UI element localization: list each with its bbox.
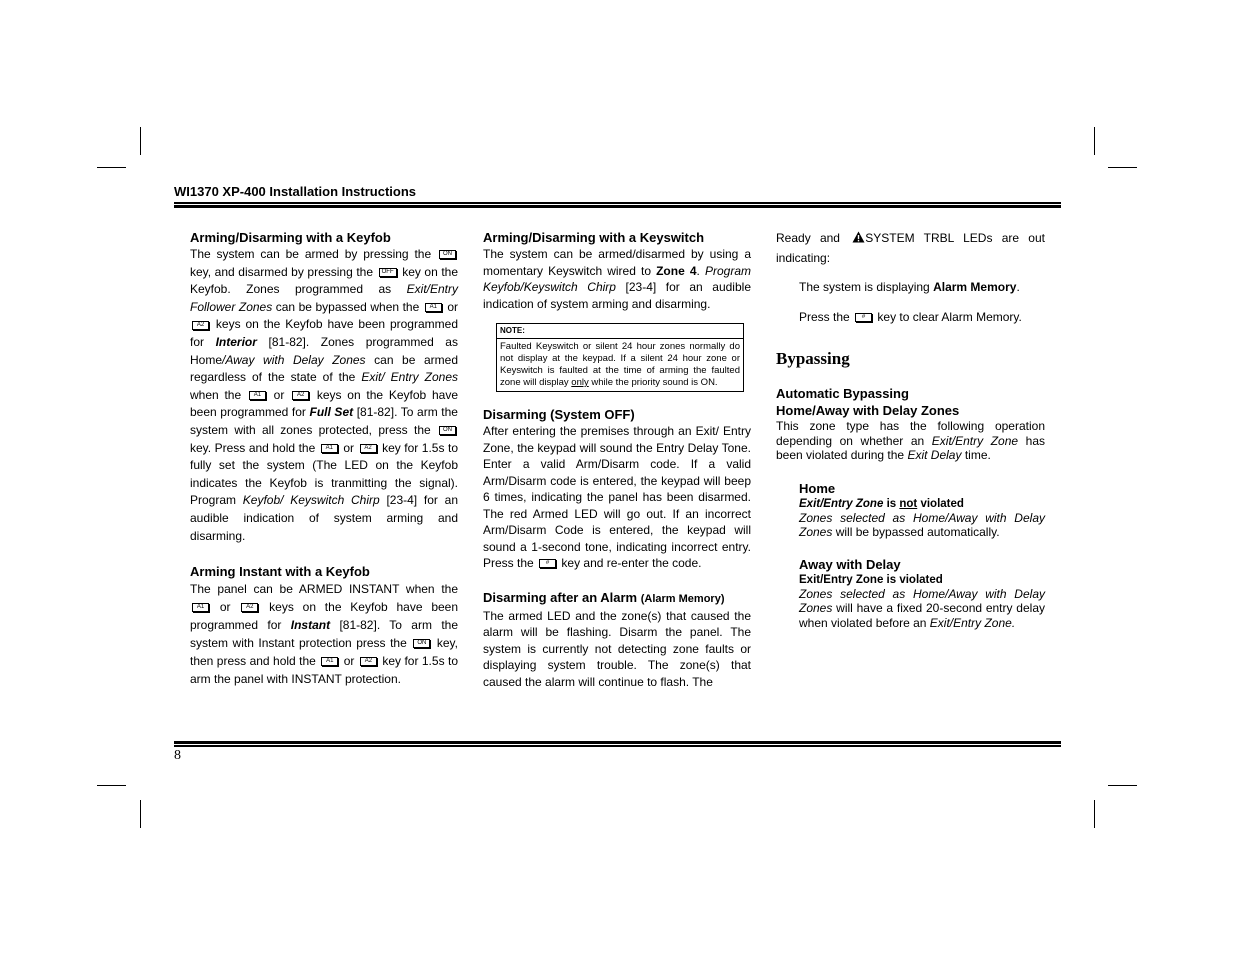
crop-mark <box>1094 800 1095 828</box>
auto-bypass-heading: Automatic Bypassing <box>776 386 909 401</box>
away-heading: Away with Delay <box>799 556 901 572</box>
keyfob-heading: Arming/Disarming with a Keyfob <box>190 230 391 245</box>
column-3 <box>776 228 1045 630</box>
bypassing-heading: Bypassing <box>776 349 850 368</box>
crop-mark <box>140 127 141 155</box>
auto-bypass-paragraph: This zone type has the following operation depending on whether an Exit/Entry Zone has been violated during the Exit Delay time. <box>776 419 1046 462</box>
hash-key-icon: # <box>539 559 556 568</box>
note-box <box>496 323 744 392</box>
home-subheading: Exit/Entry Zone is not violated <box>799 497 964 510</box>
a2-key-icon: A2 <box>360 657 377 666</box>
hash-key-icon: # <box>855 313 872 322</box>
home-heading: Home <box>799 480 836 496</box>
column-1 <box>190 229 458 688</box>
keyswitch-paragraph: The system can be armed/disarmed by using a momentary Keyswitch wired to Zone 4. Program Keyfob/Keyswitch Chirp [23-4] for an audible indication of system arming and disarming. <box>483 247 751 311</box>
a2-key-icon: A2 <box>241 603 258 612</box>
crop-mark <box>1094 127 1095 155</box>
keyfob-paragraph: The system can be armed by pressing the ON key, and disarmed by pressing the OFF key on the Keyfob. Zones programmed as Exit/Entry Follower Zones can be bypassed when the A1 or A2 keys on the Keyfob have been programmed for Interior [81-82]. Zones programmed as Home/Away with Delay Zones can be armed regardless of the state of the Exit/ Entry Zones when the A1 or A2 keys on the Keyfob have been programmed for Full Set [81-82]. To arm the system with all zones protected, press the ON key. Press and hold the A1 or A2 key for 1.5s to fully set the system (The LED on the Keyfob indicates the Keyfob is tranmitting the signal). Program Keyfob/ Keyswitch Chirp [23-4] for an audible indication of system arming and disarming. <box>190 247 459 543</box>
crop-mark <box>1108 785 1137 786</box>
instant-heading: Arming Instant with a Keyfob <box>190 564 370 580</box>
a1-key-icon: A1 <box>249 391 266 400</box>
footer-rule <box>174 745 1061 747</box>
led-paragraph: Ready and SYSTEM TRBL LEDs are out indicating: <box>776 231 1045 265</box>
disarm-paragraph: After entering the premises through an Exit/ Entry Zone, the keypad will sound the Entry Delay Tone. Enter a valid Arm/Disarm code. If a valid Arm/Disarm code is entered, the keypad will beep 6 times, indicating the panel has been disarmed. The red Armed LED will go out. If an incorrect Arm/Disarm Code is entered, the keypad will sound a 1-second tone, indicating incorrect entry. Press the # key and re-enter the code. <box>483 424 751 570</box>
away-body: Zones selected as Home/Away with Delay Zones will have a fixed 20-second entry delay when violated before an Exit/Entry Zone. <box>799 586 1045 630</box>
home-section <box>799 480 1045 540</box>
alarm-memory-display: The system is displaying Alarm Memory. <box>799 280 1020 294</box>
on-key-icon: ON <box>439 250 456 259</box>
keyswitch-heading: Arming/Disarming with a Keyswitch <box>483 230 705 245</box>
a2-key-icon: A2 <box>360 444 377 453</box>
header-rule <box>174 202 1061 204</box>
alarm-memory-paragraph: The armed LED and the zone(s) that caused the alarm will be flashing. Disarm the panel. The system is currently not detecting zone faults or displaying system trouble. The zone(s) that caused the alarm will continue to flash. The <box>483 608 751 689</box>
crop-mark <box>1108 167 1137 168</box>
a1-key-icon: A1 <box>192 603 209 612</box>
crop-mark <box>97 167 126 168</box>
a1-key-icon: A1 <box>321 444 338 453</box>
a1-key-icon: A1 <box>425 303 442 312</box>
footer-rule <box>174 741 1061 744</box>
warning-triangle-icon <box>852 231 865 243</box>
crop-mark <box>97 785 126 786</box>
away-subheading: Exit/Entry Zone is violated <box>799 573 943 586</box>
a2-key-icon: A2 <box>292 391 309 400</box>
on-key-icon: ON <box>439 426 456 435</box>
disarm-heading: Disarming (System OFF) <box>483 407 635 422</box>
on-key-icon: ON <box>413 639 430 648</box>
header-rule <box>174 205 1061 208</box>
off-key-icon: OFF <box>379 268 397 277</box>
column-2 <box>483 229 751 690</box>
alarm-memory-heading: Disarming after an Alarm (Alarm Memory) <box>483 589 725 605</box>
a1-key-icon: A1 <box>321 657 338 666</box>
page-header-title: WI1370 XP-400 Installation Instructions <box>174 184 417 199</box>
home-away-delay-heading: Home/Away with Delay Zones <box>776 403 960 418</box>
a2-key-icon: A2 <box>192 321 209 330</box>
instant-paragraph: The panel can be ARMED INSTANT when the A1 or A2 keys on the Keyfob have been programmed for Instant [81-82]. To arm the system with Instant protection press the ON key, then press and hold the A1 or A2 key for 1.5s to arm the panel with INSTANT protection. <box>190 582 459 687</box>
home-body: Zones selected as Home/Away with Delay Zones will be bypassed automatically. <box>799 510 1045 539</box>
crop-mark <box>140 800 141 828</box>
page-number: 8 <box>174 748 181 763</box>
note-label: NOTE: <box>497 324 743 339</box>
clear-memory-instruction: Press the # key to clear Alarm Memory. <box>799 309 1022 324</box>
away-section <box>799 556 1045 631</box>
note-body: Faulted Keyswitch or silent 24 hour zones normally do not display at the keypad. If a silent 24 hour zone or Keyswitch is faulted at the time of arming the faulted zone will display only while the priority sound is ON. <box>500 341 740 388</box>
